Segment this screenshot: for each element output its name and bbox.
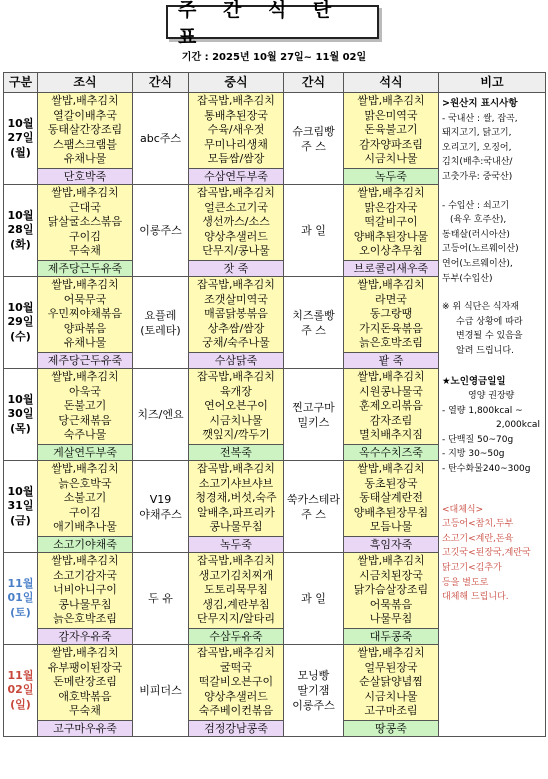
- snack-item: V19: [149, 492, 172, 506]
- menu-item: 숙주나물: [63, 428, 107, 442]
- menu-item: 동초된장국: [364, 476, 418, 490]
- day-label-part: 11월: [7, 668, 34, 682]
- substitute-info-line: 소고기<계란,돈육: [442, 533, 514, 544]
- lunch-cell: [189, 553, 284, 629]
- substitute-info-line: 대체해 드립니다.: [442, 592, 509, 603]
- menu-item: 순살닭양념찜: [359, 675, 423, 689]
- menu-item: 돈불고기: [63, 399, 107, 413]
- menu-item: 상추쌈/쌈장: [207, 321, 265, 335]
- menu-item: 어묵볶음: [369, 597, 413, 611]
- menu-item: 잡곡밥,배추김치: [197, 370, 275, 384]
- menu-item: 양배추된장나물: [353, 229, 429, 243]
- menu-item: 쌀밥,배추김치: [51, 278, 119, 292]
- menu-item: 깻잎지/깍두기: [202, 428, 270, 442]
- breakfast-cell: [38, 645, 133, 721]
- snack-item: 과 일: [301, 592, 326, 605]
- menu-item: 잡곡밥,배추김치: [197, 554, 275, 568]
- day-label-part: 01일: [7, 591, 34, 605]
- day-label: [4, 185, 38, 277]
- day-label-part: (월): [10, 145, 31, 159]
- snack-item: (토레타): [140, 323, 181, 337]
- snack-item: 치즈롤빵: [292, 308, 335, 322]
- menu-item: 궁채/숙주나물: [202, 336, 270, 350]
- day-label: [4, 645, 38, 737]
- day-label-part: 31일: [7, 499, 34, 513]
- snack-item: 이롱주스: [292, 699, 335, 712]
- menu-item: 알배추,파프리카: [197, 505, 275, 519]
- day-label-part: 10월: [7, 300, 34, 314]
- menu-item: 스팸스크램블: [53, 137, 117, 151]
- menu-item: 늙은호박국: [58, 476, 112, 490]
- dinner-porridge: 흑임자죽: [344, 537, 439, 553]
- menu-item: 닭살굴소스볶음: [47, 215, 123, 229]
- menu-item: 쌀밥,배추김치: [357, 186, 425, 200]
- snack-item: 슈크림빵: [292, 124, 335, 138]
- menu-item: 콩나물무침: [209, 520, 263, 534]
- menu-item: 감자양파조림: [359, 137, 423, 151]
- snack-item: 이롱주스: [139, 224, 182, 237]
- imported-info: [442, 199, 543, 287]
- dinner-cell: [344, 369, 439, 445]
- breakfast-porridge: 게살연두부죽: [38, 445, 133, 461]
- lunch-cell: [189, 645, 284, 721]
- menu-item: 쌀밥,배추김치: [357, 278, 425, 292]
- breakfast-cell: [38, 553, 133, 629]
- menu-item: 맑은감자국: [364, 200, 418, 214]
- menu-item: 소고기샤브샤브: [198, 476, 274, 490]
- menu-item: 애기배추나물: [53, 520, 117, 534]
- menu-item: 무미나리생채: [204, 137, 268, 151]
- menu-item: 쌀밥,배추김치: [51, 462, 119, 476]
- snack-item: 주 스: [301, 323, 326, 337]
- snack-pm-cell: [284, 645, 344, 737]
- dinner-cell: [344, 553, 439, 629]
- snack-item: 모닝빵: [297, 669, 330, 682]
- day-label: [4, 93, 38, 185]
- menu-item: 열갈이배추국: [53, 108, 117, 122]
- breakfast-cell: [38, 369, 133, 445]
- breakfast-porridge: 제주당근두유죽: [38, 353, 133, 369]
- snack-item: 과 일: [301, 224, 326, 237]
- menu-item: 늙은호박조림: [359, 336, 423, 350]
- snack-am-cell: [133, 277, 189, 369]
- dinner-porridge: 대두콩죽: [344, 629, 439, 645]
- snack-pm-cell: [284, 185, 344, 277]
- menu-item: 얼큰소고기국: [204, 200, 268, 214]
- change-notice-line: 변경될 수 있음을: [456, 331, 523, 342]
- menu-item: 양상추샐러드: [204, 229, 268, 243]
- day-label-part: 10월: [7, 208, 34, 222]
- dinner-cell: [344, 93, 439, 169]
- header-dinner: 석식: [344, 73, 439, 93]
- menu-item: 쌀밥,배추김치: [51, 186, 119, 200]
- origin-info-title: >원산지 표시사항: [442, 98, 518, 109]
- menu-item: 모듬나물: [369, 520, 413, 534]
- nutrition-info-line: - 단백질 50~70g: [442, 434, 514, 445]
- menu-item: 육개장: [220, 384, 252, 398]
- lunch-cell: [189, 185, 284, 261]
- menu-item: 쌀밥,배추김치: [357, 370, 425, 384]
- snack-item: 비피더스: [139, 684, 182, 697]
- menu-item: 훈제오리볶음: [359, 399, 423, 413]
- menu-item: 잡곡밥,배추김치: [197, 646, 275, 660]
- menu-item: 닭가슴살장조림: [353, 583, 429, 597]
- substitute-info-line: 고등어<참치,두부: [442, 519, 514, 530]
- change-notice-line: 알려 드립니다.: [456, 345, 514, 356]
- dinner-porridge: 브로콜리새우죽: [344, 261, 439, 277]
- dinner-cell: [344, 185, 439, 261]
- snack-pm-cell: [284, 461, 344, 553]
- breakfast-cell: [38, 277, 133, 353]
- menu-item: 잡곡밥,배추김치: [197, 186, 275, 200]
- lunch-cell: [189, 277, 284, 353]
- menu-item: 모듬쌈/쌈장: [207, 152, 265, 166]
- dinner-porridge: 팥 죽: [344, 353, 439, 369]
- snack-pm-cell: [284, 93, 344, 185]
- snack-item: 요플레: [144, 308, 177, 322]
- menu-item: 숙주베이컨볶음: [198, 704, 274, 718]
- lunch-porridge: 수삼닭죽: [189, 353, 284, 369]
- menu-item: 어묵무국: [63, 292, 107, 306]
- origin-info-line: 고춧가루: 중국산): [442, 171, 513, 182]
- lunch-porridge: 수삼두유죽: [189, 629, 284, 645]
- menu-item: 라면국: [375, 292, 407, 306]
- menu-item: 무숙채: [69, 244, 101, 258]
- day-label-part: 27일: [7, 131, 34, 145]
- menu-item: 시금치나물: [364, 689, 418, 703]
- menu-item: 콩나물무침: [58, 597, 112, 611]
- menu-item: 돈메란장조림: [53, 675, 117, 689]
- nutrition-info-line: - 탄수화물240~300g: [442, 464, 531, 475]
- menu-item: 연어오븐구이: [204, 399, 268, 413]
- breakfast-porridge: 제주당근두유죽: [38, 261, 133, 277]
- snack-am-cell: [133, 93, 189, 185]
- nutrition-info-title: ★노인영금일일: [442, 375, 506, 387]
- menu-item: 시원콩나물국: [359, 384, 423, 398]
- nutrition-info-line: 2,000kcal: [496, 420, 540, 431]
- dinner-cell: [344, 277, 439, 353]
- lunch-cell: [189, 93, 284, 169]
- menu-item: 동태살간장조림: [47, 123, 123, 137]
- breakfast-cell: [38, 93, 133, 169]
- nutrition-info: [442, 375, 543, 477]
- breakfast-cell: [38, 461, 133, 537]
- menu-item: 소고기감자국: [53, 568, 117, 582]
- menu-item: 단무지지/알타리: [196, 612, 276, 626]
- snack-pm-cell: [284, 369, 344, 461]
- dinner-porridge: 녹두죽: [344, 169, 439, 185]
- menu-item: 시금치나물: [364, 152, 418, 166]
- page-title: 주 간 식 단 표: [166, 5, 379, 39]
- menu-item: 구이김: [69, 505, 101, 519]
- substitute-info-line: 등을 별도로: [442, 577, 489, 588]
- lunch-porridge: 수삼연두부죽: [189, 169, 284, 185]
- nutrition-info-line: - 지방 30~50g: [442, 449, 505, 460]
- menu-item: 얼무된장국: [364, 660, 418, 674]
- header-snack-pm: 간식: [284, 73, 344, 93]
- snack-item: 치즈/엔요: [137, 408, 184, 421]
- menu-item: 수육/새우젓: [207, 123, 265, 137]
- snack-pm-cell: [284, 277, 344, 369]
- menu-item: 쌀밥,배추김치: [357, 94, 425, 108]
- imported-info-line: 동태살(러시아산): [442, 229, 510, 240]
- header-row: [4, 73, 546, 93]
- lunch-porridge: 잣 죽: [189, 261, 284, 277]
- snack-item: 밀키스: [297, 415, 330, 429]
- menu-item: 잡곡밥,배추김치: [197, 462, 275, 476]
- menu-item: 유채나물: [63, 336, 107, 350]
- menu-item: 가지돈육볶음: [359, 321, 423, 335]
- day-label: [4, 461, 38, 553]
- header-lunch: 중식: [189, 73, 284, 93]
- header-notes: 비고: [439, 73, 546, 93]
- menu-item: 단무지/콩나물: [202, 244, 270, 258]
- day-label-part: 29일: [7, 315, 34, 329]
- snack-am-cell: [133, 185, 189, 277]
- menu-item: 생선까스/소스: [202, 215, 270, 229]
- header-category: 구분: [4, 73, 38, 93]
- menu-item: 시금치나물: [209, 413, 263, 427]
- menu-item: 양배추된장무침: [353, 505, 429, 519]
- nutrition-info-line: 영양 권장량: [468, 391, 515, 402]
- day-row: [4, 93, 546, 169]
- menu-item: 양파볶음: [63, 321, 107, 335]
- menu-item: 고구마조림: [364, 704, 418, 718]
- snack-item: 주 스: [301, 507, 326, 521]
- snack-item: 두 유: [148, 592, 173, 605]
- breakfast-porridge: 감자우유죽: [38, 629, 133, 645]
- menu-period: 기간 : 2025년 10월 27일~ 11월 02일: [181, 52, 367, 63]
- menu-item: 늙은호박조림: [53, 612, 117, 626]
- origin-info-line: 김치(배추:국내산/: [442, 157, 513, 168]
- menu-item: 조갯살미역국: [204, 292, 268, 306]
- menu-item: 돈육불고기: [364, 123, 418, 137]
- header-snack-am: 간식: [133, 73, 189, 93]
- header-breakfast: 조식: [38, 73, 133, 93]
- snack-am-cell: [133, 461, 189, 553]
- menu-item: 근대국: [69, 200, 101, 214]
- imported-info-line: 고등어(노르웨이산): [442, 244, 519, 255]
- day-label-part: (목): [10, 421, 31, 435]
- menu-item: 생고기김치찌개: [198, 568, 274, 582]
- menu-item: 나물무침: [369, 612, 413, 626]
- snack-item: 딸기잼: [297, 684, 330, 697]
- menu-item: 통배추된장국: [204, 108, 268, 122]
- menu-item: 당근채볶음: [58, 413, 112, 427]
- lunch-porridge: 검정강남콩죽: [189, 721, 284, 737]
- lunch-porridge: 전복죽: [189, 445, 284, 461]
- day-label-part: 10월: [7, 484, 34, 498]
- origin-info-line: - 국내산 : 쌀, 잡곡,: [442, 113, 518, 124]
- menu-item: 감자조림: [369, 413, 413, 427]
- menu-item: 굴떡국: [220, 660, 252, 674]
- snack-item: 주 스: [301, 139, 326, 153]
- day-label: [4, 369, 38, 461]
- menu-item: 매콤닭봉볶음: [204, 307, 268, 321]
- menu-item: 쌀밥,배추김치: [51, 370, 119, 384]
- breakfast-porridge: 소고기야채죽: [38, 537, 133, 553]
- day-label-part: (수): [10, 329, 31, 343]
- menu-item: 멸치배추지짐: [359, 428, 423, 442]
- day-label-part: 02일: [7, 683, 34, 697]
- menu-item: 맑은미역국: [364, 108, 418, 122]
- menu-item: 동태살계란전: [359, 491, 423, 505]
- menu-item: 애호박볶음: [58, 689, 112, 703]
- day-label-part: 10월: [7, 116, 34, 130]
- menu-item: 쌀밥,배추김치: [357, 554, 425, 568]
- dinner-porridge: 옥수수치즈죽: [344, 445, 439, 461]
- menu-item: 떡갈비구이: [364, 215, 418, 229]
- snack-pm-cell: [284, 553, 344, 645]
- snack-item: 야채주스: [139, 507, 182, 521]
- change-notice-line: 수급 상황에 따라: [456, 316, 523, 327]
- day-label-part: (금): [10, 513, 31, 527]
- snack-item: 찐고구마: [292, 400, 335, 414]
- menu-item: 청경채,버섯,숙주: [195, 491, 277, 505]
- menu-item: 아욱국: [69, 384, 101, 398]
- lunch-cell: [189, 369, 284, 445]
- origin-info: [442, 97, 543, 185]
- snack-am-cell: [133, 369, 189, 461]
- menu-item: 무숙채: [69, 704, 101, 718]
- day-label: [4, 277, 38, 369]
- menu-item: 쌀밥,배추김치: [51, 554, 119, 568]
- breakfast-porridge: 단호박죽: [38, 169, 133, 185]
- menu-item: 유채나물: [63, 152, 107, 166]
- lunch-porridge: 녹두죽: [189, 537, 284, 553]
- menu-item: 잡곡밥,배추김치: [197, 278, 275, 292]
- menu-item: 쌀밥,배추김치: [357, 462, 425, 476]
- imported-info-line: (육우 호주산),: [450, 215, 507, 226]
- menu-item: 도토리묵무침: [204, 583, 268, 597]
- change-notice-line: ※ 위 식단은 식자재: [442, 302, 519, 313]
- menu-item: 동그랑땡: [369, 307, 413, 321]
- imported-info-line: 연어(노르웨이산),: [442, 258, 513, 269]
- day-label-part: (화): [10, 237, 31, 251]
- menu-item: 구이김: [69, 229, 101, 243]
- day-label-part: 11월: [7, 576, 34, 590]
- nutrition-info-line: - 열량 1,800kcal ~: [442, 405, 523, 416]
- snack-item: abc주스: [139, 132, 182, 145]
- breakfast-porridge: 고구마우유죽: [38, 721, 133, 737]
- weekly-menu-table: [3, 72, 546, 737]
- menu-item: 쌀밥,배추김치: [51, 646, 119, 660]
- snack-am-cell: [133, 645, 189, 737]
- menu-item: 쌀밥,배추김치: [357, 646, 425, 660]
- menu-item: 유부팽이된장국: [47, 660, 123, 674]
- menu-item: 양상추샐러드: [204, 689, 268, 703]
- substitute-info-line: 닭고기<김추가: [442, 563, 502, 574]
- snack-am-cell: [133, 553, 189, 645]
- imported-info-line: 두부(수입산): [442, 273, 493, 284]
- dinner-cell: [344, 645, 439, 721]
- menu-item: 생김,계란부침: [202, 597, 270, 611]
- change-notice: [442, 300, 543, 358]
- day-label-part: (일): [10, 697, 31, 711]
- day-label-part: (토): [10, 605, 31, 619]
- menu-item: 우민찌야채볶음: [47, 307, 123, 321]
- dinner-porridge: 땅콩죽: [344, 721, 439, 737]
- snack-item: 쑥카스테라: [286, 492, 341, 506]
- day-label-part: 10월: [7, 392, 34, 406]
- day-label: [4, 553, 38, 645]
- day-label-part: 28일: [7, 223, 34, 237]
- menu-item: 너비아니구이: [53, 583, 117, 597]
- notes-cell: [439, 93, 546, 737]
- substitute-info-line: <대체식>: [442, 504, 484, 515]
- menu-item: 오이상추무침: [359, 244, 423, 258]
- menu-item: 잡곡밥,배추김치: [197, 94, 275, 108]
- lunch-cell: [189, 461, 284, 537]
- menu-item: 소불고기: [63, 491, 107, 505]
- day-label-part: 30일: [7, 407, 34, 421]
- dinner-cell: [344, 461, 439, 537]
- menu-item: 쌀밥,배추김치: [51, 94, 119, 108]
- imported-info-line: - 수입산 : 쇠고기: [442, 200, 510, 211]
- origin-info-line: 오리고기, 오징어,: [442, 142, 512, 153]
- origin-info-line: 돼지고기, 닭고기,: [442, 128, 512, 139]
- substitute-info-line: 고깃국<된장국,계란국: [442, 548, 531, 559]
- menu-item: 떡갈비오븐구이: [198, 675, 274, 689]
- breakfast-cell: [38, 185, 133, 261]
- substitute-info: [442, 503, 543, 605]
- menu-item: 시금치된장국: [359, 568, 423, 582]
